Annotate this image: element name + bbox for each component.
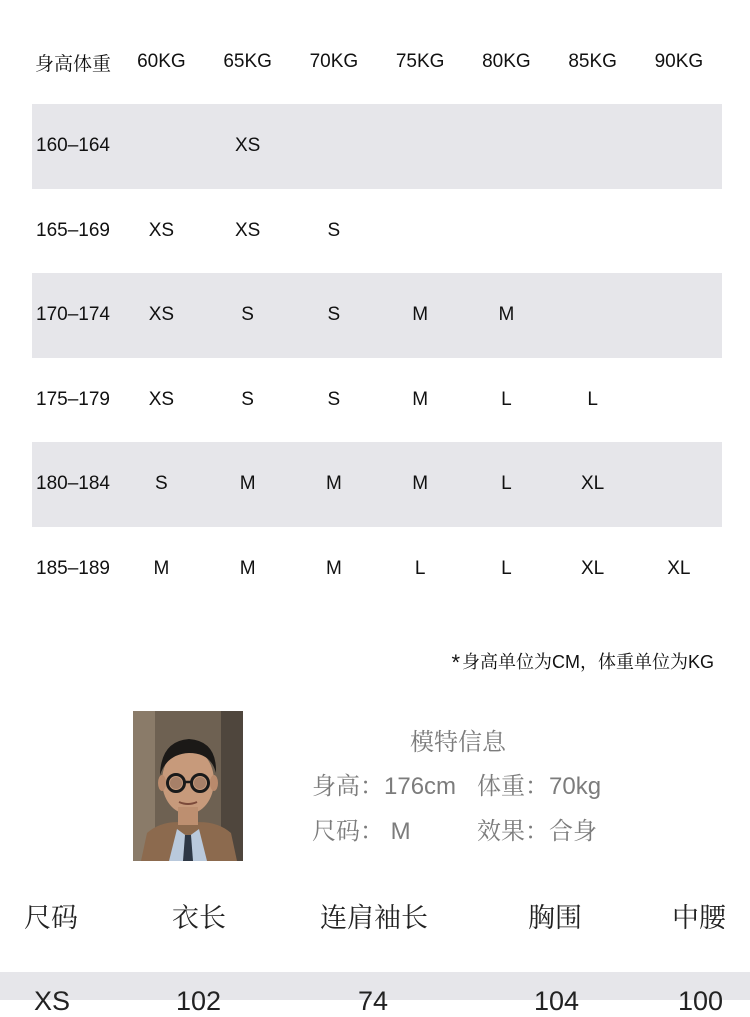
size-cell: M xyxy=(325,557,342,579)
model-size: 尺码： M xyxy=(312,818,411,845)
height-range: 180–184 xyxy=(36,473,110,495)
height-range: 170–174 xyxy=(36,304,110,326)
size-cell: S xyxy=(241,304,254,326)
size-cell: XS xyxy=(148,388,175,410)
table-row xyxy=(32,358,722,443)
size-cell: M xyxy=(325,473,342,495)
size-cell: XS xyxy=(234,135,261,157)
height-range: 185–189 xyxy=(36,557,110,579)
size-cell: L xyxy=(414,557,426,579)
size-cell: S xyxy=(241,388,254,410)
height-range: 160–164 xyxy=(36,135,110,157)
measure-waist: 100 xyxy=(678,986,724,1016)
header-sleeve: 连肩袖长 xyxy=(320,903,428,933)
height-range: 165–169 xyxy=(36,219,110,241)
unit-note xyxy=(451,648,714,676)
size-cell: S xyxy=(327,219,341,241)
size-cell: M xyxy=(412,473,429,495)
model-size-line xyxy=(312,811,597,846)
size-cell: M xyxy=(412,304,429,326)
size-cell: L xyxy=(587,388,598,410)
measurement-header-row xyxy=(0,896,750,944)
header-chest: 胸围 xyxy=(528,903,582,933)
measure-length: 102 xyxy=(176,986,222,1016)
unit-note-text: 身高单位为CM，体重单位为KG xyxy=(462,652,714,672)
model-info-title: 模特信息 xyxy=(410,729,506,756)
measure-chest: 104 xyxy=(534,986,580,1016)
size-cell: M xyxy=(239,557,256,579)
size-cell: M xyxy=(498,304,515,326)
header-height-weight: 身高体重 xyxy=(35,53,112,75)
table-row xyxy=(32,104,722,189)
header-waist: 中腰 xyxy=(672,903,726,933)
header-weight-80: 80KG xyxy=(482,51,531,72)
size-cell: M xyxy=(239,473,256,495)
measure-sleeve: 74 xyxy=(358,986,389,1016)
asterisk-icon: * xyxy=(451,650,460,675)
table-row xyxy=(32,442,722,527)
size-cell: M xyxy=(153,557,170,579)
model-avatar xyxy=(133,711,243,861)
model-portrait-illustration xyxy=(133,711,243,861)
header-weight-90: 90KG xyxy=(654,51,704,72)
size-cell: M xyxy=(412,388,429,410)
table-row xyxy=(32,273,722,358)
header-weight-70: 70KG xyxy=(309,51,359,72)
size-chart-table xyxy=(32,20,722,611)
size-cell: XS xyxy=(148,304,175,326)
measure-size: XS xyxy=(34,986,71,1016)
header-weight-85: 85KG xyxy=(568,51,617,72)
header-size: 尺码 xyxy=(24,903,78,933)
size-chart-header-row xyxy=(32,20,722,104)
size-cell: L xyxy=(501,557,512,579)
model-weight: 体重：70kg xyxy=(477,773,602,800)
size-cell: XS xyxy=(148,219,175,241)
model-fit: 效果：合身 xyxy=(477,818,597,845)
size-cell: XL xyxy=(581,557,605,579)
size-cell: S xyxy=(155,473,168,495)
size-cell: L xyxy=(501,388,512,410)
size-cell: L xyxy=(501,473,512,495)
table-row xyxy=(0,972,750,1016)
size-cell: XS xyxy=(234,219,261,241)
size-cell: S xyxy=(327,304,341,326)
height-range: 175–179 xyxy=(36,388,110,410)
table-row xyxy=(32,527,722,612)
header-weight-65: 65KG xyxy=(223,51,272,72)
header-weight-60: 60KG xyxy=(137,51,186,72)
size-cell: S xyxy=(327,388,341,410)
header-weight-75: 75KG xyxy=(395,51,445,72)
table-row xyxy=(32,189,722,274)
size-cell: XL xyxy=(667,557,691,579)
model-stats-line xyxy=(312,766,602,801)
model-height: 身高：176cm xyxy=(312,773,457,800)
size-cell: XL xyxy=(581,473,605,495)
header-length: 衣长 xyxy=(172,903,226,933)
